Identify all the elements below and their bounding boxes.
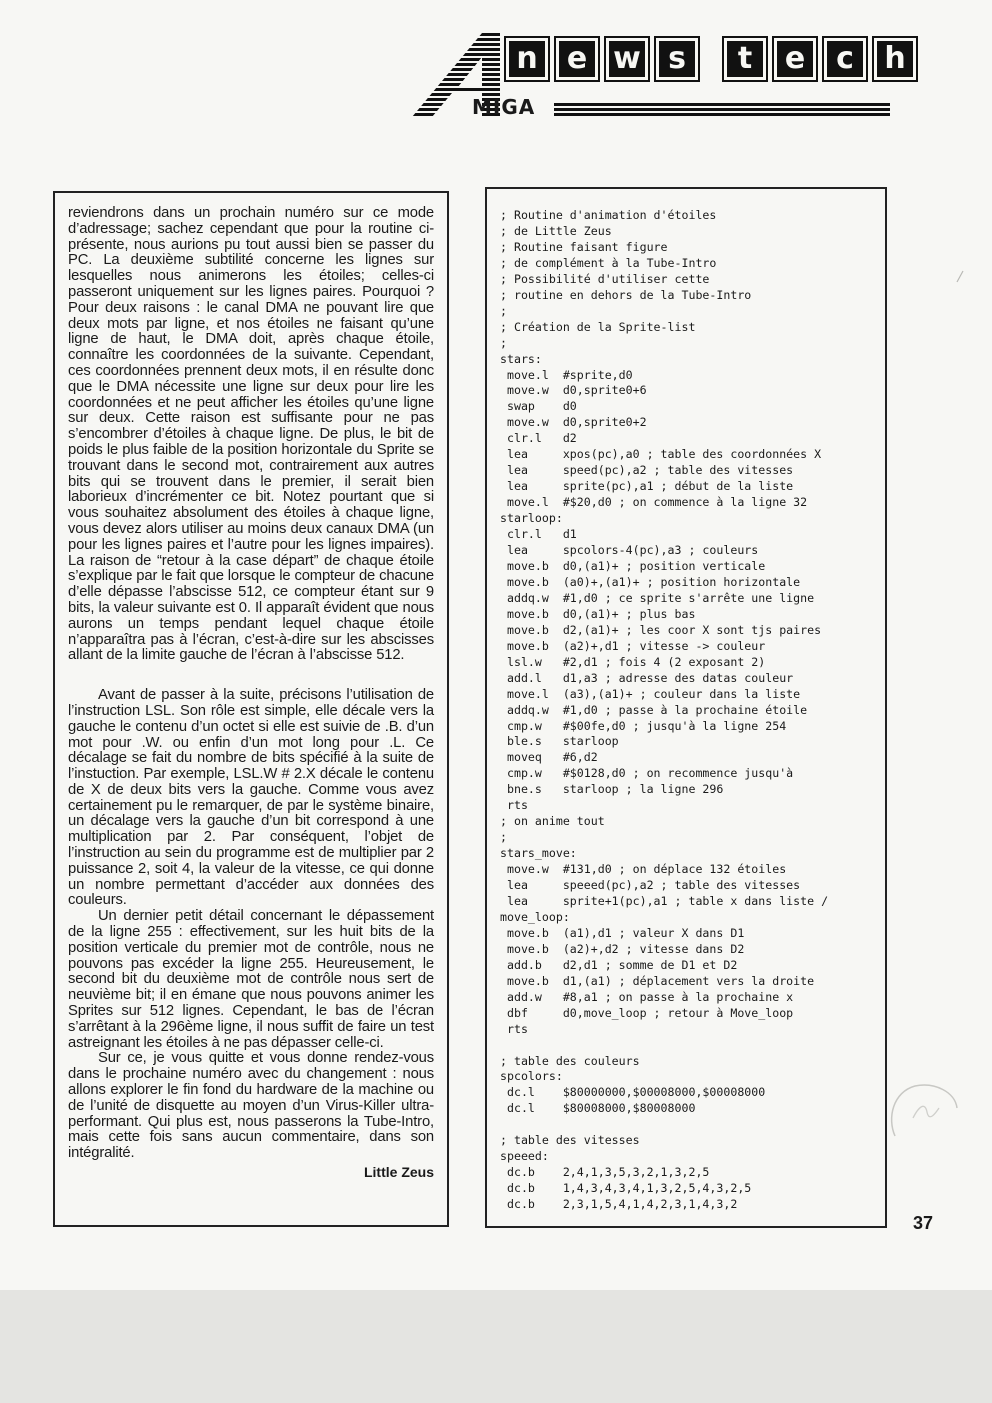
pencil-tick-icon [955,270,965,284]
code-line: add.b d2,d1 ; somme de D1 et D2 [500,957,738,972]
amiga-news-tech-logo [412,33,906,123]
code-line: clr.l d1 [500,527,577,542]
code-line: dc.l $80000000,$00008000,$00008000 [500,1085,766,1100]
code-line: move.w d0,sprite0+6 [500,383,647,398]
article-paragraph: Sur ce, je vous quitte et vous donne rendez-vous dans le prochaine numéro avec du changement : nous allons explorer le fin fond du hardware de la machine ou de l’unité de disquette au moyen d’un Virus-Killer ultra-performant. Qui plus est, nous passerons la Tube-Intro, mais cette fois sans aucun commentaire, dans son intégralité. [68,1050,434,1162]
code-line: move.b d0,(a1)+ ; plus bas [500,606,696,621]
page-number: 37 [913,1213,934,1233]
amiga-wordmark: MIGA [472,95,536,119]
code-line: add.w #8,a1 ; on passe à la prochaine x [500,989,794,1004]
code-line: starloop: [500,511,563,526]
code-line: ; de complément à la Tube-Intro [500,255,717,270]
code-line: ; Création de la Sprite-list [500,319,696,334]
code-line: ; table des vitesses [500,1133,640,1148]
code-line: ; [500,335,507,350]
code-line: move.w d0,sprite0+2 [500,415,647,430]
logo-letter: w [604,36,650,82]
logo-letter: h [872,36,918,82]
code-line: dc.b 2,3,1,5,4,1,4,2,3,1,4,3,2 [500,1197,738,1212]
code-line: ; de Little Zeus [500,223,612,238]
code-line: lea speed(pc),a2 ; table des vitesses [500,463,794,478]
code-line: ; [500,303,507,318]
logo-stripe-bar [554,103,890,117]
code-line: moveq #6,d2 [500,750,598,765]
code-line: dc.b 1,4,3,4,3,4,1,3,2,5,4,3,2,5 [500,1181,752,1196]
code-line: ; table des couleurs [500,1053,640,1068]
code-line: ; routine en dehors de la Tube-Intro [500,287,752,302]
code-line: move.b d1,(a1) ; déplacement vers la droite [500,973,815,988]
code-line: cmp.w #$0128,d0 ; on recommence jusqu'à [500,766,794,781]
assembly-code-listing [500,208,885,1213]
scan-background [0,1290,992,1403]
author-signature: Little Zeus [363,1164,434,1181]
code-line: lea sprite+1(pc),a1 ; table x dans liste / [500,893,829,908]
code-line: ; Routine d'animation d'étoiles [500,208,717,222]
code-line [500,1038,885,1054]
pencil-scribble-icon [885,1078,961,1146]
logo-letter: t [722,36,768,82]
code-line: swap d0 [500,399,577,414]
code-line: speeed: [500,1149,549,1164]
code-line: ; Routine faisant figure [500,239,668,254]
code-line: ; [500,830,507,845]
code-line: stars: [500,351,542,366]
code-line: spcolors: [500,1069,563,1084]
code-listing-box [485,187,887,1228]
code-line: move.b d0,(a1)+ ; position verticale [500,558,766,573]
code-line: lea spcolors-4(pc),a3 ; couleurs [500,543,759,558]
code-line: add.l d1,a3 ; adresse des datas couleur [500,670,794,685]
code-line: move.b d2,(a1)+ ; les coor X sont tjs paires [500,622,822,637]
logo-letter: n [504,36,550,82]
code-line: move.l #sprite,d0 [500,367,633,382]
code-line: cmp.w #$00fe,d0 ; jusqu'à la ligne 254 [500,718,787,733]
code-line: ; Possibilité d'utiliser cette [500,271,710,286]
logo-letter: s [654,36,700,82]
news-tech-letters [504,36,918,80]
logo-letter: e [772,36,818,82]
article-text-column [53,191,449,1227]
code-line: ble.s starloop [500,734,619,749]
code-line: move.b (a0)+,(a1)+ ; position horizontale [500,574,801,589]
article-paragraph: Un dernier petit détail concernant le dépassement de la ligne 255 : effectivement, sur les huit bits de la position verticale du premier mot de contrôle, nous ne pouvons pas excéder la ligne 255. Heureusement, le second bit du deuxième mot de contrôle nous sert de neuvième bit; il en émane que nous pouvons animer les Sprites sur 512 lignes. Cependant, le bas de l’écran s’arrêtant à la 296ème ligne, il nous suffit de faire un test astreignant les étoiles à ne pas dépasser celle-ci. [68,908,434,1051]
code-line: rts [500,1021,528,1036]
code-line: move_loop: [500,909,570,924]
code-line: rts [500,798,528,813]
code-line: dc.b 2,4,1,3,5,3,2,1,3,2,5 [500,1165,710,1180]
code-line: lea speeed(pc),a2 ; table des vitesses [500,878,801,893]
code-line: move.b (a2)+,d1 ; vitesse -> couleur [500,638,766,653]
code-line: move.l (a3),(a1)+ ; couleur dans la liste [500,686,801,701]
code-line: dc.l $80008000,$80008000 [500,1101,696,1116]
code-line: lsl.w #2,d1 ; fois 4 (2 exposant 2) [500,654,766,669]
code-line: lea sprite(pc),a1 ; début de la liste [500,479,794,494]
code-line: addq.w #1,d0 ; ce sprite s'arrête une ligne [500,590,815,605]
code-line: bne.s starloop ; la ligne 296 [500,782,724,797]
article-paragraph: reviendrons dans un prochain numéro sur ce mode d’adressage; sachez cependant que pour la routine ci-présente, nous aurions pu tout aussi bien se passer du PC. La deuxième subtilité concerne les lignes sur lesquelles nous animerons les étoiles; celles-ci passeront uniquement sur les lignes paires. Pourquoi ? Pour deux raisons : le canal DMA ne pouvant lire que deux mots par ligne, et nos étoiles ne faisant qu’une ligne de haut, le DMA doit, après chaque étoile, connaître les coordonnées de la suivante. Cependant, ces coordonnées prennent deux mots, il en résulte donc que le DMA nécessite une ligne sur deux pour lire les coordonnées et ne peut afficher les étoiles qu’une ligne sur deux. Cette raison est suffisante pour ne pas s’encombrer d’étoiles à chaque ligne. De plus, le bit de poids le plus faible de la position horizontale du Sprite se trouvant dans le second mot, contrairement aux autres bits qui se trouvent dans le premier, il serait bien laborieux d’incrémenter ce bit. Notez pourtant que si vous souhaitez absolument des étoiles à chaque ligne, vous devez alors utiliser au moins deux canaux DMA (un pour les lignes paires et l’autre pour les lignes impaires). La raison de “retour à la case départ” de chaque étoile s’explique par le fait que lorsque le compteur de chacune d’elle dépasse l’abscisse 512, ce compteur étant sur 9 bits, la valeur suivante est 0. Il apparaît évident que nous aurons un temps pendant lequel chaque étoile n’apparaîtra pas à l’écran, c’est-à-dire sur les abscisses allant de la limite gauche de l’écran à l’abscisse 512. [68,205,434,664]
code-line: move.b (a2)+,d2 ; vitesse dans D2 [500,941,745,956]
code-line: dbf d0,move_loop ; retour à Move_loop [500,1005,794,1020]
logo-letter: c [822,36,868,82]
code-line: addq.w #1,d0 ; passe à la prochaine étoile [500,702,808,717]
code-line: move.b (a1),d1 ; valeur X dans D1 [500,925,745,940]
code-line: clr.l d2 [500,431,577,446]
code-line [500,1117,885,1133]
code-line: move.w #131,d0 ; on déplace 132 étoiles [500,862,787,877]
code-line: lea xpos(pc),a0 ; table des coordonnées X [500,447,822,462]
code-line: ; on anime tout [500,814,605,829]
code-line: move.l #$20,d0 ; on commence à la ligne 32 [500,495,808,510]
code-line: stars_move: [500,846,577,861]
logo-letter: e [554,36,600,82]
article-paragraph: Avant de passer à la suite, précisons l’utilisation de l’instruction LSL. Son rôle est simple, elle décale vers la gauche le contenu d’un octet si elle est suivie de .B. d’un mot pour .W. ou enfin d’un mot long pour .L. Ce décalage se fait du nombre de bits spécifié à la suite de l’instuction. Par exemple, LSL.W # 2.X décale le contenu de X de deux bits vers la gauche. Comme vous avez certainement pu le remarquer, de par le système binaire, un décalage vers la gauche d’un bit correspond à une multiplication par 2. Par conséquent, l’objet de l’instruction au sein du programme est de multiplier par 2 puissance 2, soit 4, la valeur de la vitesse, ce qui donne un nombre permettant d’accéder aux données des couleurs. [68,687,434,909]
